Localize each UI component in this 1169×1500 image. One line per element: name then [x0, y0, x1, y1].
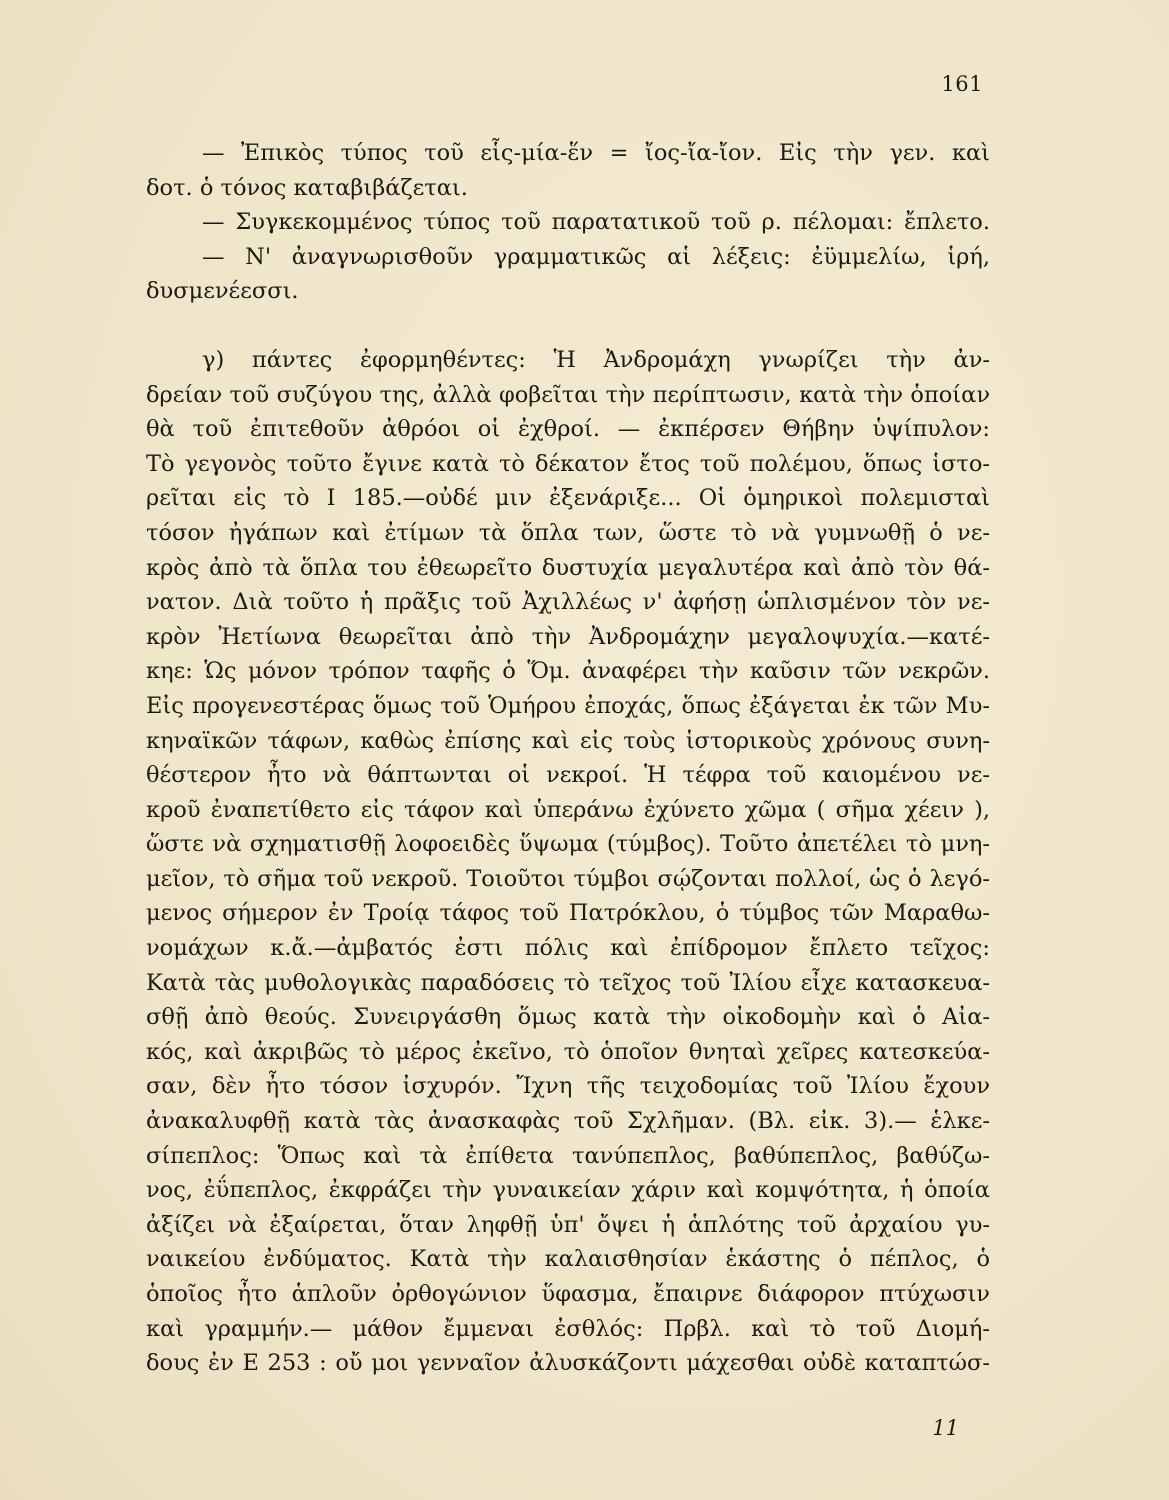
paragraph-commentary [146, 343, 990, 1381]
page-number: 161 [941, 72, 983, 96]
text-line: κρὸν Ἠετίωνα θεωρεῖται ἀπὸ τὴν Ἀνδρομάχην μεγαλοψυχία.—κατέ- [146, 623, 990, 650]
text-line: νατον. Διὰ τοῦτο ἡ πρᾶξις τοῦ Ἀχιλλέως ν' ἀφήσῃ ὡπλισμένον τὸν νε- [146, 589, 990, 616]
text-line: σίπεπλος: Ὅπως καὶ τὰ ἐπίθετα τανύπεπλος, βαθύπεπλος, βαθύζω- [146, 1142, 990, 1169]
text-line: μεῖον, τὸ σῆμα τοῦ νεκροῦ. Τοιοῦτοι τύμβοι σῴζονται πολλοί, ὡς ὁ λεγό- [146, 865, 990, 892]
paragraph-exercises [146, 136, 990, 309]
text-line: κηε: Ὡς μόνον τρόπον ταφῆς ὁ Ὅμ. ἀναφέρει τὴν καῦσιν τῶν νεκρῶν. [146, 658, 990, 685]
text-line: ναικείου ἐνδύματος. Κατὰ τὴν καλαισθησίαν ἑκάστης ὁ πέπλος, ὁ [146, 1246, 990, 1273]
text-line: δρείαν τοῦ συζύγου της, ἀλλὰ φοβεῖται τὴν περίπτωσιν, κατὰ τὴν ὁποίαν [146, 381, 990, 408]
text-line: ὁποῖος ἦτο ἁπλοῦν ὀρθογώνιον ὕφασμα, ἔπαιρνε διάφορον πτύχωσιν [146, 1281, 990, 1307]
text-line: μενος σήμερον ἐν Τροίᾳ τάφος τοῦ Πατρόκλου, ὁ τύμβος τῶν Μαραθω- [146, 900, 990, 927]
text-line: — Ν' ἀναγνωρισθοῦν γραμματικῶς αἱ λέξεις: ἐϋμμελίω, ἱρή, [202, 243, 990, 270]
paragraph-gap [146, 309, 990, 343]
text-line: τόσον ἠγάπων καὶ ἐτίμων τὰ ὅπλα των, ὥστε τὸ νὰ γυμνωθῇ ὁ νε- [146, 519, 990, 546]
text-line: Εἰς προγενεστέρας ὅμως τοῦ Ὁμήρου ἐποχάς, ὅπως ἐξάγεται ἐκ τῶν Μυ- [146, 692, 990, 719]
text-line: νος, ἐΰπεπλος, ἐκφράζει τὴν γυναικείαν χάριν καὶ κομψότητα, ἡ ὁποία [146, 1177, 990, 1204]
text-line: σθῇ ἀπὸ θεούς. Συνειργάσθη ὅμως κατὰ τὴν οἰκοδομὴν καὶ ὁ Αἰα- [146, 1004, 990, 1031]
signature-mark: 11 [932, 1416, 959, 1440]
text-line: θέστερον ἦτο νὰ θάπτωνται οἱ νεκροί. Ἡ τέφρα τοῦ καιομένου νε- [146, 762, 990, 789]
text-line: δυσμενέεσσι. [146, 278, 299, 305]
text-line: ρεῖται εἰς τὸ Ι 185.—οὐδέ μιν ἐξενάριξε... Οἱ ὁμηρικοὶ πολεμισταὶ [146, 485, 990, 512]
text-line: νομάχων κ.ἄ.—ἀμβατός ἐστι πόλις καὶ ἐπίδρομον ἔπλετο τεῖχος: [146, 935, 990, 962]
text-line: Κατὰ τὰς μυθολογικὰς παραδόσεις τὸ τεῖχος τοῦ Ἰλίου εἶχε κατασκευα- [146, 969, 990, 996]
text-line: θὰ τοῦ ἐπιτεθοῦν ἀθρόοι οἱ ἐχθροί. — ἐκπέρσεν Θήβην ὑψίπυλον: [146, 416, 990, 443]
text-line: δοτ. ὁ τόνος καταβιβάζεται. [146, 174, 468, 201]
text-line: σαν, δὲν ἦτο τόσον ἰσχυρόν. Ἴχνη τῆς τειχοδομίας τοῦ Ἰλίου ἔχουν [146, 1073, 990, 1100]
text-line: ὥστε νὰ σχηματισθῇ λοφοειδὲς ὕψωμα (τύμβος). Τοῦτο ἀπετέλει τὸ μνη- [146, 831, 990, 858]
text-line: ἀνακαλυφθῇ κατὰ τὰς ἀνασκαφὰς τοῦ Σχλῆμαν. (Βλ. εἰκ. 3).— ἑλκε- [146, 1108, 990, 1135]
text-line: καὶ γραμμήν.— μάθον ἔμμεναι ἐσθλός: Πρβλ. καὶ τὸ τοῦ Διομή- [146, 1315, 990, 1342]
text-line: Τὸ γεγονὸς τοῦτο ἔγινε κατὰ τὸ δέκατον ἔτος τοῦ πολέμου, ὅπως ἱστο- [146, 450, 990, 477]
text-line: δους ἐν Ε 253 : οὔ μοι γενναῖον ἀλυσκάζοντι μάχεσθαι οὐδὲ καταπτώσ- [146, 1350, 990, 1377]
text-line: κροῦ ἐναπετίθετο εἰς τάφον καὶ ὑπεράνω ἐχύνετο χῶμα ( σῆμα χέειν ), [146, 796, 990, 823]
text-body [146, 136, 990, 1381]
text-line: — Ἐπικὸς τύπος τοῦ εἷς-μία-ἕν = ἴος-ἴα-ἴον. Εἰς τὴν γεν. καὶ [202, 140, 990, 166]
text-line: — Συγκεκομμένος τύπος τοῦ παρατατικοῦ τοῦ ρ. πέλομαι: ἔπλετο. [202, 209, 990, 236]
text-line: κρὸς ἀπὸ τὰ ὅπλα του ἐθεωρεῖτο δυστυχία μεγαλυτέρα καὶ ἀπὸ τὸν θά- [146, 554, 990, 581]
text-line: γ) πάντες ἐφορμηθέντες: Ἡ Ἀνδρομάχη γνωρίζει τὴν ἀν- [202, 346, 990, 373]
text-line: κός, καὶ ἀκριβῶς τὸ μέρος ἐκεῖνο, τὸ ὁποῖον θνηταὶ χεῖρες κατεσκεύα- [146, 1038, 990, 1065]
text-line: κηναϊκῶν τάφων, καθὼς ἐπίσης καὶ εἰς τοὺς ἱστορικοὺς χρόνους συνη- [146, 727, 990, 754]
text-line: ἀξίζει νὰ ἐξαίρεται, ὅταν ληφθῇ ὑπ' ὄψει ἡ ἁπλότης τοῦ ἀρχαίου γυ- [146, 1211, 990, 1238]
